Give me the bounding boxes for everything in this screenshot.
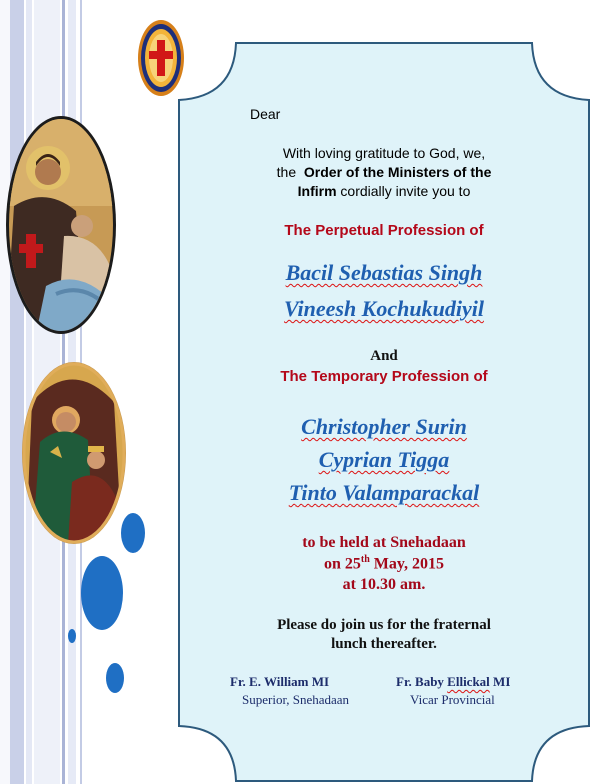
- temporary-heading: The Temporary Profession of: [280, 368, 488, 385]
- signatory-title: Superior, Snehadaan: [242, 692, 350, 707]
- lunch-line-2: lunch thereafter.: [331, 636, 437, 652]
- time-line: at 10.30 am.: [342, 576, 426, 593]
- bubble: [81, 556, 123, 630]
- intro-line-3: [178, 183, 590, 199]
- intro-suffix: cordially invite you to: [340, 183, 471, 199]
- perpetual-name: Bacil Sebastias Singh: [285, 260, 483, 285]
- saint-camillus-icon: [6, 116, 116, 334]
- venue-line: to be held at Snehadaan: [302, 534, 466, 551]
- temporary-name: Tinto Valamparackal: [288, 480, 480, 505]
- invitation-card: [178, 42, 590, 782]
- signatory-name: Fr. E. William MI: [230, 674, 330, 689]
- order-name-part2: Infirm: [297, 183, 337, 199]
- bubble: [121, 513, 145, 553]
- temporary-name: Christopher Surin: [301, 414, 467, 439]
- intro-prefix: the: [276, 164, 297, 180]
- and-label: And: [370, 348, 398, 364]
- lunch-line-1: Please do join us for the fraternal: [277, 617, 491, 633]
- decorative-bubbles: [60, 505, 156, 705]
- perpetual-name: Vineesh Kochukudiyil: [284, 296, 484, 321]
- bubble: [68, 629, 76, 643]
- intro-line-2: [178, 164, 590, 180]
- signatory-surname: Ellickal: [447, 674, 490, 689]
- intro-line-1: With loving gratitude to God, we,: [282, 145, 486, 161]
- temporary-name: Cyprian Tigga: [318, 447, 450, 472]
- greeting: Dear: [250, 106, 281, 122]
- signatory-name: Fr. Baby Ellickal MI: [396, 674, 511, 689]
- signatory-title: Vicar Provincial: [410, 692, 495, 707]
- order-name-part1: Order of the Ministers of the: [303, 164, 492, 180]
- bubble: [106, 663, 124, 693]
- perpetual-heading: The Perpetual Profession of: [284, 222, 484, 239]
- date-line: on 25th May, 2015: [323, 554, 445, 573]
